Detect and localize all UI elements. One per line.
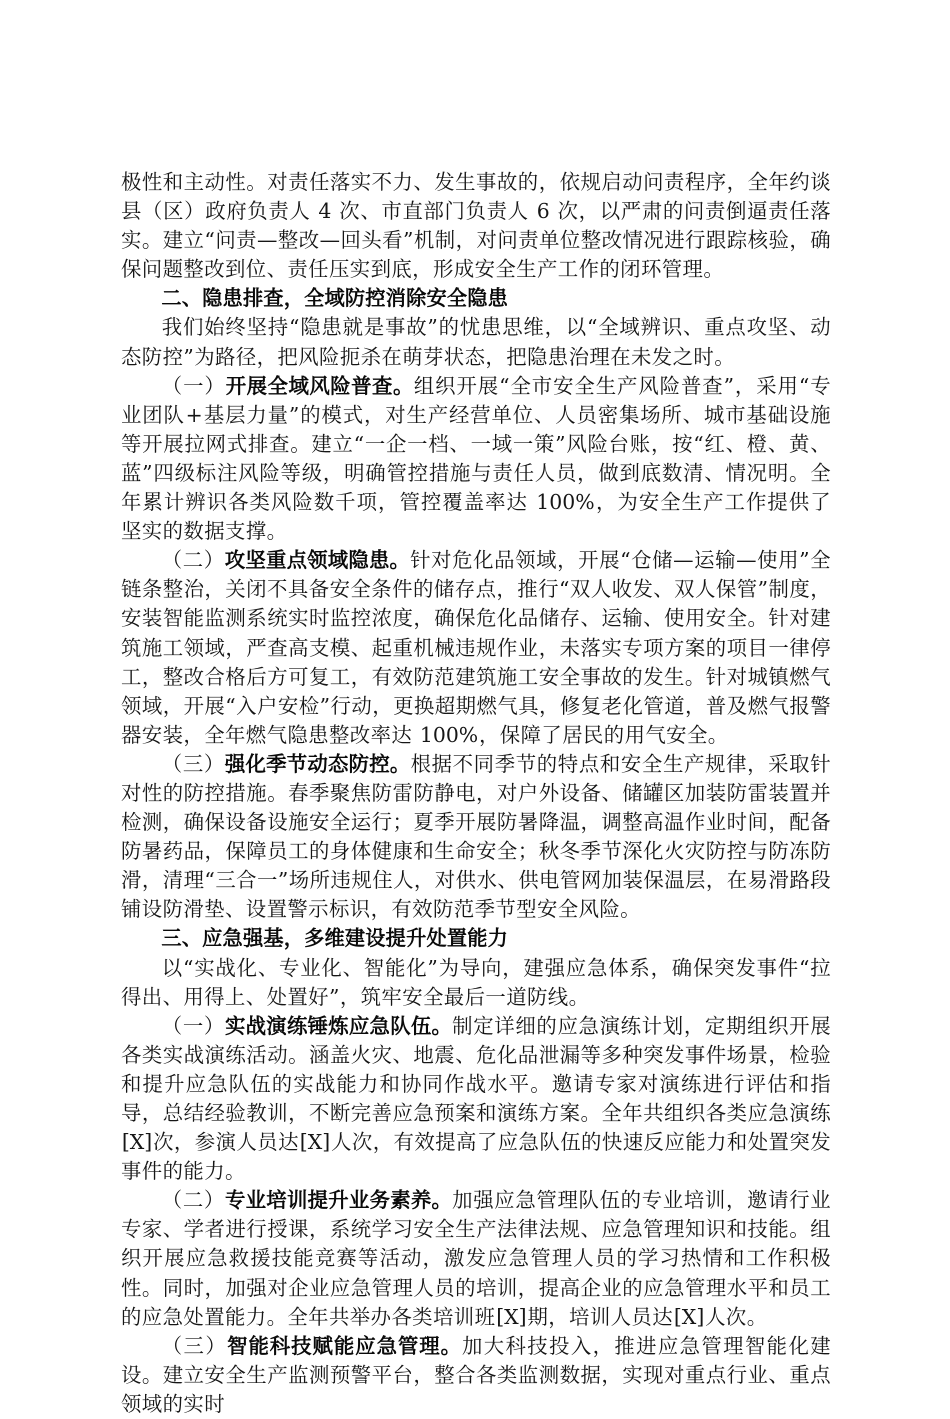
subsection-title: 开展全域风险普查	[225, 373, 393, 398]
subsection-body: 根据不同季节的特点和安全生产规律，采取针对性的防控措施。春季聚焦防雷防静电，对户外设备、储罐区加装防雷装置并检测，确保设备设施安全运行；夏季开展防暑降温，调整高温作业时间，配备防暑药品，保障员工的身体健康和生命安全；秋冬季节深化火灾防控与防冻防滑，清理“三合一”场所违规住人，对供水、供电管网加装保温层，在易滑路段铺设防滑垫、设置警示标识，有效防范季节型安全风险。	[121, 751, 832, 922]
subsection-body: 针对危化品领域，开展“仓储—运输—使用”全链条整治，关闭不具备安全条件的储存点，推行“双人收发、双人保管”制度，安装智能监测系统实时监控浓度，确保危化品储存、运输、使用安全。针对建筑施工领域，严查高支模、起重机械违规作业，未落实专项方案的项目一律停工，整改合格后方可复工，有效防范建筑施工安全事故的发生。针对城镇燃气领域，开展“入户安检”行动，更换超期燃气具，修复老化管道，普及燃气报警器安装，全年燃气隐患整改率达 100%，保障了居民的用气安全。	[121, 548, 831, 747]
inline-value: 4	[318, 199, 332, 224]
subsection-3-2	[121, 1186, 831, 1331]
inline-value: 100%	[536, 490, 595, 515]
subsection-body: 组织开展“全市安全生产风险普查”，采用“专业团队+基层力量”的模式，对生产经营单位、人员密集场所、城市基础设施等开展拉网式排查。建立“一企一档、一域一策”风险台账，按“红、橙、黄、蓝”四级标注风险等级，明确管控措施与责任人员，做到底数清、情况明。全年累计辨识各类风险数千项，管控覆盖率达 100%，为安全生产工作提供了坚实的数据支撑。	[121, 373, 831, 544]
section-heading-3: 三、应急强基，多维建设提升处置能力	[161, 926, 509, 951]
subsection-title: 专业培训提升业务素养	[224, 1188, 432, 1213]
subsection-body: 加强应急管理队伍的专业培训，邀请行业专家、学者进行授课，系统学习安全生产法律法规、应急管理知识和技能。组织开展应急救援技能竞赛等活动，激发应急管理人员的学习热情和工作积极性。同时，加强对企业应急管理人员的培训，提高企业的应急管理水平和员工的应急处置能力。全年共举办各类培训班[X]期，培训人员达[X]人次。	[121, 1188, 832, 1329]
subsection-2-3	[121, 750, 831, 925]
paragraph-emergency-intro: 以“实战化、专业化、智能化”为导向，建强应急体系，确保突发事件“拉得出、用得上、处置好”，筑牢安全最后一道防线。	[121, 955, 831, 1009]
inline-value: [X]	[496, 1304, 527, 1329]
paragraph-accountability-continued: 极性和主动性。对责任落实不力、发生事故的，依规启动问责程序，全年约谈县（区）政府负责人 4 次、市直部门负责人 6 次，以严肃的问责倒逼责任落实。建立“问责—整改—回头看”机制，对问责单位整改情况进行跟踪核验，确保问题整改到位、责任压实到底，形成安全生产工作的闭环管理。	[121, 170, 831, 282]
subsection-title: 攻坚重点领域隐患	[224, 548, 390, 573]
inline-value: 100%	[419, 722, 479, 747]
subsection-marker: （三）	[161, 751, 225, 776]
subsection-2-2	[121, 546, 831, 750]
subsection-body: 制定详细的应急演练计划，定期组织开展各类实战演练活动。涵盖火灾、地震、危化品泄漏等多种突发事件场景，检验和提升应急队伍的实战能力和协同作战水平。邀请专家对演练进行评估和指导，总结经验教训，不断完善应急预案和演练方案。全年共组织各类应急演练[X]次，参演人员达[X]人次，有效提高了应急队伍的快速反应能力和处置突发事件的能力。	[121, 1013, 832, 1184]
inline-value: +	[185, 402, 203, 427]
subsection-separator: 。	[431, 1013, 453, 1038]
section-heading-2: 二、隐患排查，全域防控消除安全隐患	[161, 286, 509, 311]
subsection-2-1	[121, 372, 831, 547]
inline-value: [X]	[121, 1130, 153, 1155]
subsection-title: 实战演练锤炼应急队伍	[224, 1013, 432, 1038]
subsection-title: 智能科技赋能应急管理	[227, 1333, 441, 1358]
subsection-marker: （二）	[161, 1188, 225, 1213]
subsection-separator: 。	[389, 751, 411, 776]
subsection-3-1	[121, 1012, 831, 1187]
subsection-3-3	[121, 1332, 831, 1419]
subsection-marker: （二）	[161, 548, 225, 573]
text-column	[121, 168, 831, 1419]
inline-value: [X]	[673, 1304, 705, 1329]
subsection-marker: （一）	[161, 373, 226, 398]
inline-value: [X]	[299, 1130, 331, 1155]
subsection-separator: 。	[440, 1333, 462, 1358]
subsection-separator: 。	[392, 373, 414, 398]
subsection-body: 加大科技投入，推进应急管理智能化建设。建立安全生产监测预警平台，整合各类监测数据，实现对重点行业、重点领域的实时	[121, 1333, 831, 1416]
subsection-separator: 。	[431, 1188, 453, 1213]
subsection-marker: （三）	[161, 1333, 228, 1358]
subsection-separator: 。	[389, 548, 411, 573]
subsection-marker: （一）	[161, 1013, 225, 1038]
subsection-title: 强化季节动态防控	[224, 751, 390, 776]
inline-value: 6	[536, 199, 550, 224]
paragraph-hazard-intro: 我们始终坚持“隐患就是事故”的忧患思维，以“全域辨识、重点攻坚、动态防控”为路径，把风险扼杀在萌芽状态，把隐患治理在未发之时。	[121, 315, 831, 369]
